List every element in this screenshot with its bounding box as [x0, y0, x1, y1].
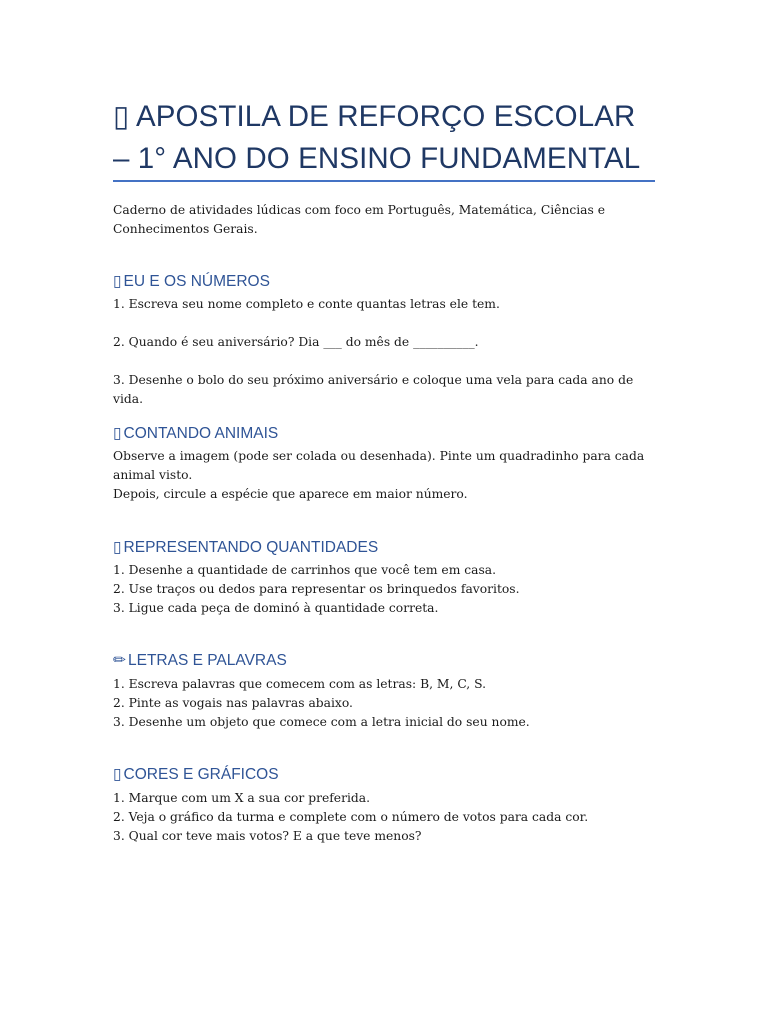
missing-glyph-icon: ▯ — [113, 766, 122, 783]
list-item: Depois, circule a espécie que aparece em maior número. — [113, 487, 468, 501]
list-item: 2. Pinte as vogais nas palavras abaixo. — [113, 696, 353, 710]
list-item: 2. Quando é seu aniversário? Dia ___ do mês de __________. — [113, 335, 479, 349]
intro-paragraph: Caderno de atividades lúdicas com foco em Português, Matemática, Ciências e Conhecimentos Gerais. — [113, 203, 606, 236]
section-heading — [113, 424, 655, 444]
list-item: 2. Veja o gráfico da turma e complete com o número de votos para cada cor. — [113, 810, 589, 824]
activity-list — [113, 561, 655, 618]
section-heading-text: LETRAS E PALAVRAS — [128, 652, 287, 669]
section-heading — [113, 272, 655, 292]
section-heading-text: CONTANDO ANIMAIS — [123, 425, 279, 442]
activity-list — [113, 675, 655, 732]
section-letras-e-palavras — [113, 651, 655, 732]
missing-glyph-icon: ▯ — [113, 539, 122, 556]
list-item: 1. Marque com um X a sua cor preferida. — [113, 791, 370, 805]
list-item: 3. Desenhe um objeto que comece com a letra inicial do seu nome. — [113, 715, 530, 729]
title-divider — [113, 180, 655, 182]
list-item: 1. Desenhe a quantidade de carrinhos que você tem em casa. — [113, 563, 497, 577]
section-eu-e-os-numeros — [113, 272, 655, 428]
section-cores-e-graficos — [113, 765, 655, 846]
pencil-icon: ✏ — [113, 652, 126, 669]
section-contando-animais — [113, 424, 655, 504]
list-item: 3. Ligue cada peça de dominó à quantidade correta. — [113, 601, 439, 615]
activity-list — [113, 295, 655, 409]
section-representando-quantidades — [113, 538, 655, 618]
activity-list — [113, 447, 655, 504]
section-heading-text: CORES E GRÁFICOS — [123, 766, 279, 783]
list-item: 2. Use traços ou dedos para representar os brinquedos favoritos. — [113, 582, 520, 596]
section-heading — [113, 651, 655, 671]
list-item: 3. Qual cor teve mais votos? E a que teve menos? — [113, 829, 422, 843]
section-heading — [113, 538, 655, 558]
missing-glyph-icon: ▯ — [113, 425, 122, 442]
document-title: ▯ APOSTILA DE REFORÇO ESCOLAR – 1° ANO DO ENSINO FUNDAMENTAL — [113, 100, 641, 175]
list-item: 3. Desenhe o bolo do seu próximo aniversário e coloque uma vela para cada ano de vida. — [113, 373, 634, 406]
list-item: 1. Escreva seu nome completo e conte quantas letras ele tem. — [113, 297, 500, 311]
missing-glyph-icon: ▯ — [113, 273, 122, 290]
section-heading-text: REPRESENTANDO QUANTIDADES — [123, 539, 379, 556]
section-heading — [113, 765, 655, 785]
activity-list — [113, 789, 655, 846]
section-heading-text: EU E OS NÚMEROS — [123, 273, 270, 290]
list-item: Observe a imagem (pode ser colada ou desenhada). Pinte um quadradinho para cada animal visto. — [113, 449, 645, 482]
list-item: 1. Escreva palavras que comecem com as letras: B, M, C, S. — [113, 677, 487, 691]
